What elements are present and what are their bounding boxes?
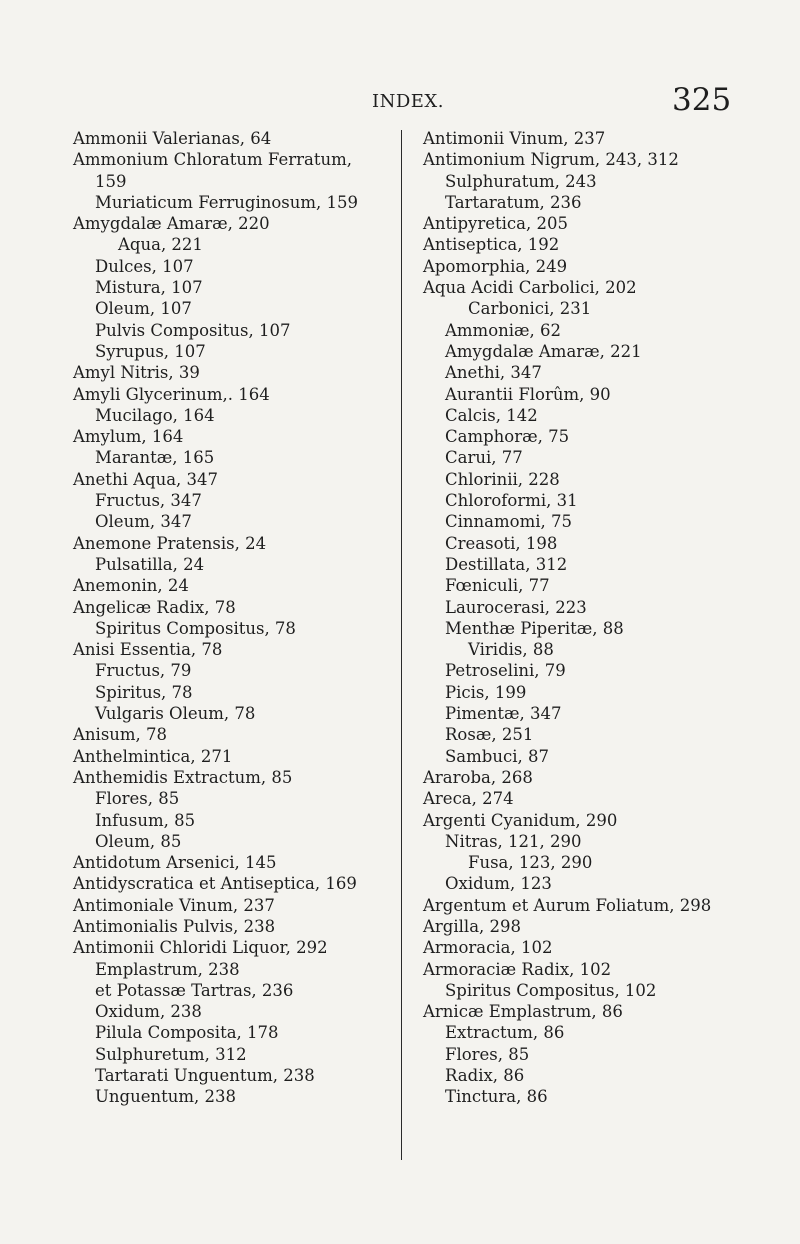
index-entry: Antipyretica, 205 [423,214,568,234]
index-entry: Antimoniale Vinum, 237 [73,895,275,915]
index-entry: Pilula Composita, 178 [95,1023,279,1043]
index-entry: Sulphuratum, 243 [445,171,597,191]
index-entry: Sambuci, 87 [445,746,549,766]
index-entry: Creasoti, 198 [445,533,558,553]
index-entry: Arnicæ Emplastrum, 86 [423,1002,623,1022]
index-entry: Emplastrum, 238 [95,959,240,979]
index-entry: Fusa, 123, 290 [468,853,593,873]
index-entry: Muriaticum Ferruginosum, 159 [95,192,359,212]
index-entry: Viridis, 88 [468,640,554,660]
index-entry: Fructus, 79 [95,661,192,681]
left-index-column [73,128,395,1108]
index-entry: Amygdalæ Amaræ, 221 [445,341,642,361]
index-entry: Oxidum, 123 [445,874,552,894]
index-entry: Cinnamomi, 75 [445,512,572,532]
index-entry: 159 [95,171,127,191]
index-entry: Flores, 85 [445,1044,530,1064]
index-entry: Angelicæ Radix, 78 [73,597,236,617]
index-entry: Anemonin, 24 [73,576,189,596]
index-entry: Tartaratum, 236 [445,192,582,212]
index-entry: Radix, 86 [445,1066,525,1086]
index-entry: Picis, 199 [445,682,527,702]
index-entry: Marantæ, 165 [95,448,215,468]
index-entry: Petroselini, 79 [445,661,566,681]
index-entry: et Potassæ Tartras, 236 [95,980,294,1000]
index-entry: Tartarati Unguentum, 238 [95,1066,315,1086]
page-number: 325 [672,82,732,118]
index-entry: Infusum, 85 [95,810,196,830]
index-entry: Pimentæ, 347 [445,704,562,724]
index-entry: Araroba, 268 [423,767,533,787]
index-entry: Ammonium Chloratum Ferratum, [73,150,352,170]
index-entry: Ammonii Valerianas, 64 [73,129,272,148]
index-entry: Antiseptica, 192 [423,235,560,255]
index-entry: Spiritus, 78 [95,682,193,702]
index-entry: Anisum, 78 [73,725,168,745]
index-entry: Spiritus Compositus, 102 [445,980,657,1000]
index-entry: Anthemidis Extractum, 85 [73,767,293,787]
index-entry: Fœniculi, 77 [445,576,550,596]
index-entry: Amylum, 164 [73,427,184,447]
index-entry: Amygdalæ Amaræ, 220 [73,214,270,234]
index-entry: Unguentum, 238 [95,1087,236,1107]
index-entry: Armoraciæ Radix, 102 [423,959,612,979]
column-divider [401,130,402,1160]
index-entry: Pulvis Compositus, 107 [95,320,291,340]
index-entry: Destillata, 312 [445,554,568,574]
index-entry: Calcis, 142 [445,405,538,425]
index-entry: Ammoniæ, 62 [445,320,562,340]
index-entry: Pulsatilla, 24 [95,554,205,574]
index-entry: Amyli Glycerinum,. 164 [73,384,270,404]
index-entry: Fructus, 347 [95,491,202,511]
index-entry: Chlorinii, 228 [445,469,560,489]
index-entry: Carui, 77 [445,448,523,468]
right-index-column [423,128,783,1108]
index-entry: Aqua Acidi Carbolici, 202 [423,278,637,298]
index-entry: Argenti Cyanidum, 290 [423,810,618,830]
index-entry: Tinctura, 86 [445,1087,548,1107]
index-entry: Antimonii Vinum, 237 [423,129,606,148]
index-entry: Argentum et Aurum Foliatum, 298 [423,895,712,915]
index-entry: Extractum, 86 [445,1023,565,1043]
index-entry: Nitras, 121, 290 [445,831,582,851]
index-entry: Armoracia, 102 [423,938,553,958]
index-entry: Vulgaris Oleum, 78 [95,704,256,724]
index-entry: Argilla, 298 [423,916,522,936]
index-entry: Syrupus, 107 [95,341,206,361]
index-entry: Carbonici, 231 [468,299,592,319]
index-entry: Spiritus Compositus, 78 [95,618,296,638]
index-entry: Anisi Essentia, 78 [73,640,223,660]
index-entry: Camphoræ, 75 [445,427,570,447]
index-entry: Oleum, 85 [95,831,182,851]
index-entry: Amyl Nitris, 39 [73,363,200,383]
index-entry: Antimonium Nigrum, 243, 312 [423,150,679,170]
index-entry: Laurocerasi, 223 [445,597,587,617]
index-entry: Chloroformi, 31 [445,491,578,511]
index-entry: Oleum, 107 [95,299,192,319]
page-title: INDEX. [372,91,444,112]
index-entry: Anethi, 347 [445,363,542,383]
index-entry: Flores, 85 [95,789,180,809]
index-entry: Areca, 274 [423,789,514,809]
index-entry: Oxidum, 238 [95,1002,202,1022]
index-entry: Antimonialis Pulvis, 238 [73,916,276,936]
index-entry: Antidyscratica et Antiseptica, 169 [73,874,357,894]
index-entry: Aurantii Florûm, 90 [445,384,611,404]
index-entry: Aqua, 221 [118,235,203,255]
index-entry: Rosæ, 251 [445,725,534,745]
index-entry: Anthelmintica, 271 [73,746,233,766]
index-entry: Dulces, 107 [95,256,194,276]
index-entry: Antimonii Chloridi Liquor, 292 [73,938,328,958]
index-entry: Antidotum Arsenici, 145 [73,853,277,873]
index-entry: Mistura, 107 [95,278,203,298]
index-entry: Sulphuretum, 312 [95,1044,247,1064]
index-entry: Oleum, 347 [95,512,192,532]
index-entry: Anemone Pratensis, 24 [73,533,267,553]
index-entry: Mucilago, 164 [95,405,215,425]
index-entry: Menthæ Piperitæ, 88 [445,618,624,638]
index-entry: Anethi Aqua, 347 [73,469,219,489]
index-entry: Apomorphia, 249 [423,256,568,276]
